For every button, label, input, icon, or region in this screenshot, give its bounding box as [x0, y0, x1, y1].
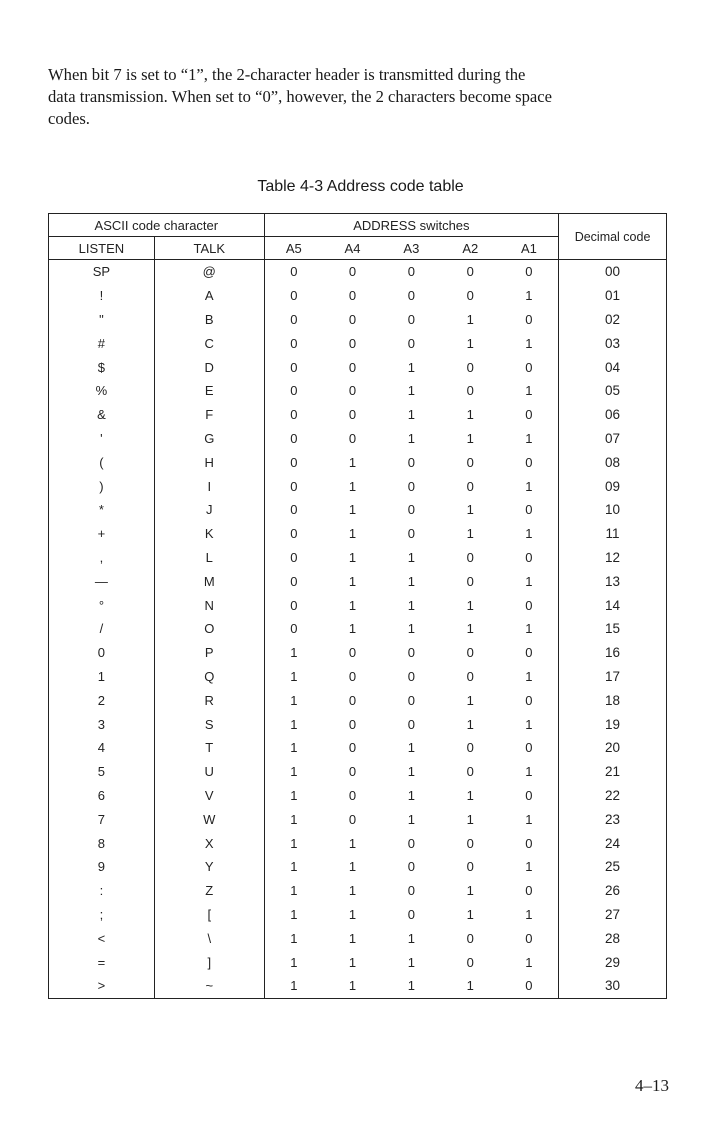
a1-cell: 0	[500, 308, 559, 332]
a3-cell: 1	[407, 573, 415, 589]
talk-cell: Y	[154, 855, 264, 879]
listen-cell: 1	[49, 665, 155, 689]
a2-cell: 0	[466, 383, 474, 399]
a3-cell: 0	[407, 454, 415, 470]
decimal-cell: 05	[559, 379, 667, 403]
a3-cell: 0	[407, 502, 415, 518]
a3-cell: 1	[407, 549, 415, 565]
a3-cell: 0	[407, 668, 415, 684]
listen-cell: °	[49, 593, 155, 617]
talk-cell: A	[154, 284, 264, 308]
a3-cell: 1	[382, 974, 441, 998]
talk-cell: J	[154, 498, 264, 522]
a1-cell: 1	[500, 284, 559, 308]
listen-cell: 2	[49, 688, 155, 712]
a1-cell: 1	[500, 855, 559, 879]
listen-cell: )	[49, 474, 155, 498]
listen-cell: 7	[49, 807, 155, 831]
talk-cell: Z	[154, 879, 264, 903]
table-row	[49, 403, 667, 427]
a1-cell: 1	[500, 331, 559, 355]
talk-cell: \	[154, 926, 264, 950]
decimal-cell: 11	[559, 522, 667, 546]
a5-cell: 0	[290, 407, 298, 423]
table-row	[49, 712, 667, 736]
a2-cell: 0	[466, 288, 474, 304]
a5-cell: 0	[290, 502, 298, 518]
listen-cell: SP	[49, 260, 155, 284]
decimal-cell: 20	[559, 736, 667, 760]
address-code-table	[48, 213, 667, 999]
a1-cell: 0	[500, 355, 559, 379]
a2-cell: 0	[466, 859, 474, 875]
talk-cell: N	[154, 593, 264, 617]
talk-cell: G	[154, 427, 264, 451]
a1-header: A1	[500, 237, 559, 260]
a4-cell: 1	[348, 573, 357, 589]
a3-cell: 1	[407, 621, 415, 637]
a1-cell: 1	[500, 712, 559, 736]
a5-cell: 0	[290, 478, 298, 494]
decimal-cell: 28	[559, 926, 667, 950]
a4-cell: 1	[348, 621, 357, 637]
table-row	[49, 807, 667, 831]
a3-cell: 1	[407, 811, 415, 827]
a4-cell: 1	[348, 835, 357, 851]
a2-cell: 0	[466, 740, 474, 756]
a3-cell: 0	[407, 835, 415, 851]
talk-cell: C	[154, 331, 264, 355]
talk-cell: [	[154, 903, 264, 927]
table-row	[49, 950, 667, 974]
a5-cell: 1	[290, 930, 298, 946]
a5-cell: 1	[290, 668, 298, 684]
a5-cell: 1	[290, 811, 298, 827]
a5-cell: 1	[290, 740, 298, 756]
a3-cell: 0	[407, 906, 415, 922]
intro-paragraph	[48, 64, 670, 130]
a3-cell: 0	[407, 288, 415, 304]
a1-cell: 0	[500, 260, 559, 284]
a5-cell: 0	[290, 383, 298, 399]
table-row	[49, 879, 667, 903]
decimal-cell: 29	[559, 950, 667, 974]
a4-cell: 1	[348, 454, 357, 470]
decimal-cell: 26	[559, 879, 667, 903]
a1-cell: 1	[500, 760, 559, 784]
a4-cell: 0	[348, 335, 357, 351]
a5-cell: 1	[290, 883, 298, 899]
table-row	[49, 760, 667, 784]
table-row	[49, 331, 667, 355]
a5-cell: 1	[290, 835, 298, 851]
a4-cell: 0	[348, 264, 357, 280]
a2-cell: 1	[466, 811, 474, 827]
decimal-cell: 07	[559, 427, 667, 451]
table-row	[49, 260, 667, 284]
a1-cell: 1	[500, 950, 559, 974]
table-row	[49, 855, 667, 879]
a4-cell: 0	[348, 692, 357, 708]
a4-header: A4	[323, 237, 382, 260]
a2-cell: 1	[466, 502, 474, 518]
table-row	[49, 284, 667, 308]
a4-cell: 0	[348, 811, 357, 827]
table-row	[49, 903, 667, 927]
a3-cell: 0	[407, 883, 415, 899]
a3-cell: 0	[407, 478, 415, 494]
a3-cell: 0	[407, 335, 415, 351]
talk-cell: P	[154, 641, 264, 665]
listen-cell: =	[49, 950, 155, 974]
a3-cell: 0	[407, 692, 415, 708]
listen-cell: :	[49, 879, 155, 903]
a1-cell: 0	[500, 974, 559, 998]
a5-cell: 0	[290, 549, 298, 565]
intro-line-1: When bit 7 is set to “1”, the 2-character header is transmitted during the	[48, 65, 526, 84]
a1-cell: 1	[500, 903, 559, 927]
listen-cell: <	[49, 926, 155, 950]
table-row	[49, 522, 667, 546]
a5-cell: 0	[290, 335, 298, 351]
a5-cell: 0	[290, 359, 298, 375]
talk-cell: T	[154, 736, 264, 760]
decimal-cell: 22	[559, 784, 667, 808]
a1-cell: 1	[500, 522, 559, 546]
a5-cell: 1	[290, 645, 298, 661]
a2-cell: 0	[466, 264, 474, 280]
listen-cell: 5	[49, 760, 155, 784]
a5-cell: 1	[290, 787, 298, 803]
talk-cell: ]	[154, 950, 264, 974]
table-row	[49, 831, 667, 855]
a1-cell: 0	[500, 593, 559, 617]
a2-cell: 1	[466, 311, 474, 327]
a5-cell: 0	[290, 288, 298, 304]
talk-cell: Q	[154, 665, 264, 689]
a2-cell: 0	[466, 478, 474, 494]
a3-header: A3	[382, 237, 441, 260]
a3-cell: 1	[407, 787, 415, 803]
a5-cell: 0	[290, 454, 298, 470]
a1-cell: 1	[500, 427, 559, 451]
a1-cell: 1	[500, 665, 559, 689]
talk-cell: M	[154, 569, 264, 593]
a5-cell: 1	[290, 906, 298, 922]
a3-cell: 1	[407, 954, 415, 970]
a2-cell: 1	[466, 526, 474, 542]
a1-cell: 1	[500, 617, 559, 641]
listen-cell: $	[49, 355, 155, 379]
talk-cell: ~	[154, 974, 264, 998]
a4-cell: 1	[323, 974, 382, 998]
table-row	[49, 593, 667, 617]
a1-cell: 1	[500, 807, 559, 831]
a2-cell: 0	[466, 645, 474, 661]
talk-cell: F	[154, 403, 264, 427]
decimal-cell: 18	[559, 688, 667, 712]
a3-cell: 1	[407, 740, 415, 756]
a5-cell: 1	[290, 716, 298, 732]
a4-cell: 1	[348, 478, 357, 494]
a3-cell: 0	[407, 859, 415, 875]
a5-cell: 1	[290, 692, 298, 708]
decimal-cell: 04	[559, 355, 667, 379]
listen-cell: ;	[49, 903, 155, 927]
listen-header: LISTEN	[49, 237, 155, 260]
table-row	[49, 736, 667, 760]
a5-cell: 0	[290, 264, 298, 280]
table-row	[49, 641, 667, 665]
decimal-cell: 01	[559, 284, 667, 308]
a2-cell: 0	[466, 573, 474, 589]
listen-cell: *	[49, 498, 155, 522]
a2-cell: 1	[466, 430, 474, 446]
a4-cell: 1	[348, 930, 357, 946]
a4-cell: 0	[348, 787, 357, 803]
a2-cell: 0	[466, 835, 474, 851]
listen-cell: &	[49, 403, 155, 427]
a3-cell: 1	[407, 430, 415, 446]
table-row	[49, 308, 667, 332]
talk-cell: E	[154, 379, 264, 403]
address-switches-header: ADDRESS switches	[264, 214, 558, 237]
decimal-cell: 21	[559, 760, 667, 784]
a2-cell: 1	[466, 787, 474, 803]
table-caption: Table 4-3 Address code table	[257, 178, 464, 195]
table-row	[49, 546, 667, 570]
a4-cell: 0	[348, 407, 357, 423]
table-row	[49, 617, 667, 641]
talk-header: TALK	[154, 237, 264, 260]
listen-cell: !	[49, 284, 155, 308]
decimal-code-header: Decimal code	[559, 214, 667, 260]
a4-cell: 0	[348, 740, 357, 756]
talk-cell: O	[154, 617, 264, 641]
talk-cell: H	[154, 450, 264, 474]
decimal-cell: 16	[559, 641, 667, 665]
listen-cell: >	[49, 974, 155, 998]
talk-cell: B	[154, 308, 264, 332]
talk-cell: D	[154, 355, 264, 379]
table-row	[49, 427, 667, 451]
a2-cell: 0	[466, 454, 474, 470]
a2-cell: 1	[466, 335, 474, 351]
a1-cell: 0	[500, 403, 559, 427]
a5-cell: 0	[290, 621, 298, 637]
a4-cell: 0	[348, 311, 357, 327]
a1-cell: 0	[500, 450, 559, 474]
decimal-cell: 06	[559, 403, 667, 427]
a2-cell: 1	[466, 692, 474, 708]
ascii-group-header: ASCII code character	[49, 214, 265, 237]
decimal-cell: 00	[559, 260, 667, 284]
a4-cell: 0	[348, 430, 357, 446]
listen-cell: 6	[49, 784, 155, 808]
table-row	[49, 450, 667, 474]
decimal-cell: 30	[559, 974, 667, 998]
talk-cell: K	[154, 522, 264, 546]
a4-cell: 1	[348, 883, 357, 899]
decimal-cell: 13	[559, 569, 667, 593]
decimal-cell: 15	[559, 617, 667, 641]
a4-cell: 1	[348, 526, 357, 542]
a4-cell: 1	[348, 859, 357, 875]
a1-cell: 0	[500, 688, 559, 712]
a2-cell: 1	[441, 974, 500, 998]
table-row	[49, 569, 667, 593]
a5-cell: 1	[264, 974, 323, 998]
listen-cell: 0	[49, 641, 155, 665]
a1-cell: 1	[500, 379, 559, 403]
decimal-cell: 24	[559, 831, 667, 855]
a1-cell: 1	[500, 474, 559, 498]
listen-cell: ,	[49, 546, 155, 570]
decimal-cell: 27	[559, 903, 667, 927]
a1-cell: 0	[500, 641, 559, 665]
listen-cell: '	[49, 427, 155, 451]
a4-cell: 1	[348, 597, 357, 613]
a5-cell: 0	[290, 526, 298, 542]
table-row	[49, 784, 667, 808]
a1-cell: 0	[500, 546, 559, 570]
a3-cell: 1	[407, 930, 415, 946]
talk-cell: S	[154, 712, 264, 736]
listen-cell: (	[49, 450, 155, 474]
listen-cell: 8	[49, 831, 155, 855]
a4-cell: 0	[348, 645, 357, 661]
listen-cell: —	[49, 569, 155, 593]
a2-cell: 1	[466, 407, 474, 423]
talk-cell: X	[154, 831, 264, 855]
a2-header: A2	[441, 237, 500, 260]
table-row	[49, 379, 667, 403]
listen-cell: 9	[49, 855, 155, 879]
a3-cell: 0	[407, 526, 415, 542]
a5-cell: 0	[290, 311, 298, 327]
talk-cell: @	[154, 260, 264, 284]
a4-cell: 1	[348, 549, 357, 565]
talk-cell: V	[154, 784, 264, 808]
a5-cell: 1	[290, 954, 298, 970]
table-row	[49, 688, 667, 712]
a5-header: A5	[264, 237, 323, 260]
a2-cell: 0	[466, 764, 474, 780]
a2-cell: 1	[466, 621, 474, 637]
a2-cell: 1	[466, 716, 474, 732]
listen-cell: %	[49, 379, 155, 403]
a5-cell: 1	[290, 859, 298, 875]
a4-cell: 0	[348, 359, 357, 375]
a5-cell: 0	[290, 430, 298, 446]
a4-cell: 0	[348, 288, 357, 304]
a3-cell: 0	[407, 311, 415, 327]
a1-cell: 1	[500, 569, 559, 593]
intro-line-2: data transmission. When set to “0”, however, the 2 characters become space	[48, 87, 553, 106]
decimal-cell: 17	[559, 665, 667, 689]
page-number: 4–13	[635, 1076, 669, 1095]
a2-cell: 1	[466, 883, 474, 899]
a3-cell: 0	[407, 264, 415, 280]
a4-cell: 0	[348, 668, 357, 684]
a2-cell: 1	[466, 906, 474, 922]
a3-cell: 1	[407, 597, 415, 613]
a3-cell: 1	[407, 383, 415, 399]
a2-cell: 0	[466, 359, 474, 375]
listen-cell: 4	[49, 736, 155, 760]
a2-cell: 0	[466, 668, 474, 684]
table-row	[49, 974, 667, 998]
a2-cell: 1	[466, 597, 474, 613]
decimal-cell: 02	[559, 308, 667, 332]
table-row	[49, 498, 667, 522]
decimal-cell: 14	[559, 593, 667, 617]
a3-cell: 0	[407, 716, 415, 732]
a3-cell: 1	[407, 407, 415, 423]
table-row	[49, 926, 667, 950]
a5-cell: 0	[290, 573, 298, 589]
a4-cell: 1	[348, 906, 357, 922]
listen-cell: 3	[49, 712, 155, 736]
a1-cell: 0	[500, 498, 559, 522]
talk-cell: W	[154, 807, 264, 831]
a1-cell: 0	[500, 926, 559, 950]
a1-cell: 0	[500, 784, 559, 808]
a1-cell: 0	[500, 736, 559, 760]
a3-cell: 1	[407, 359, 415, 375]
a3-cell: 1	[407, 764, 415, 780]
a5-cell: 1	[290, 764, 298, 780]
a2-cell: 0	[466, 930, 474, 946]
a4-cell: 0	[348, 716, 357, 732]
decimal-cell: 10	[559, 498, 667, 522]
intro-line-3: codes.	[48, 109, 90, 128]
a4-cell: 0	[348, 383, 357, 399]
talk-cell: L	[154, 546, 264, 570]
decimal-cell: 03	[559, 331, 667, 355]
listen-cell: +	[49, 522, 155, 546]
listen-cell: #	[49, 331, 155, 355]
table-row	[49, 355, 667, 379]
a4-cell: 0	[348, 764, 357, 780]
decimal-cell: 09	[559, 474, 667, 498]
listen-cell: "	[49, 308, 155, 332]
a3-cell: 0	[407, 645, 415, 661]
decimal-cell: 23	[559, 807, 667, 831]
a4-cell: 1	[348, 954, 357, 970]
a2-cell: 0	[466, 954, 474, 970]
talk-cell: I	[154, 474, 264, 498]
decimal-cell: 12	[559, 546, 667, 570]
listen-cell: /	[49, 617, 155, 641]
a1-cell: 0	[500, 831, 559, 855]
decimal-cell: 08	[559, 450, 667, 474]
a4-cell: 1	[348, 502, 357, 518]
decimal-cell: 19	[559, 712, 667, 736]
table-row	[49, 665, 667, 689]
talk-cell: U	[154, 760, 264, 784]
table-row	[49, 474, 667, 498]
a2-cell: 0	[466, 549, 474, 565]
talk-cell: R	[154, 688, 264, 712]
a1-cell: 0	[500, 879, 559, 903]
decimal-cell: 25	[559, 855, 667, 879]
a5-cell: 0	[290, 597, 298, 613]
